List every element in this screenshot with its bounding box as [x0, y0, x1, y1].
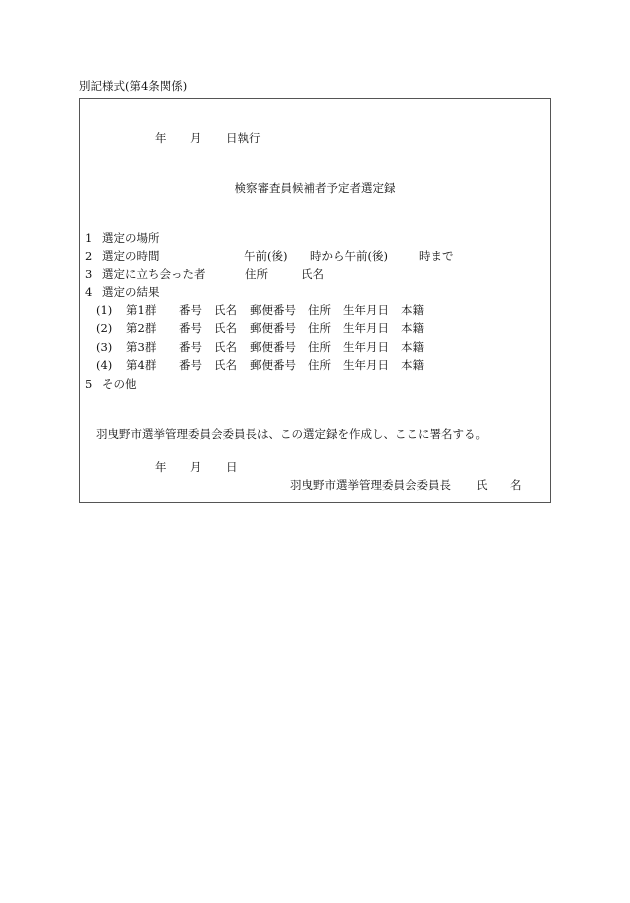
signer-surname-label: 氏 — [476, 478, 488, 492]
am-pm-label: 午前(後) — [244, 249, 288, 263]
domicile-label: 本籍 — [401, 321, 424, 335]
group-number: (2) — [96, 321, 113, 335]
sign-year: 年 — [155, 460, 167, 474]
name-label: 氏名 — [214, 358, 237, 372]
item-place: 選定の場所 — [102, 231, 160, 245]
postal-label: 郵便番号 — [250, 340, 296, 354]
exec-month: 月 — [190, 131, 202, 145]
domicile-label: 本籍 — [401, 358, 424, 372]
postal-label: 郵便番号 — [250, 321, 296, 335]
domicile-label: 本籍 — [401, 303, 424, 317]
item-other: その他 — [102, 377, 137, 391]
item-3-number: 3 — [85, 267, 93, 281]
number-label: 番号 — [179, 321, 202, 335]
group-label: 第3群 — [126, 340, 157, 354]
group-number: (3) — [96, 340, 113, 354]
birthdate-label: 生年月日 — [343, 358, 389, 372]
from-am-pm-label: 時から午前(後) — [310, 249, 388, 263]
number-label: 番号 — [179, 358, 202, 372]
postal-label: 郵便番号 — [250, 358, 296, 372]
sign-day: 日 — [226, 460, 238, 474]
group-label: 第4群 — [126, 358, 157, 372]
signer-title: 羽曳野市選挙管理委員会委員長 — [290, 478, 451, 492]
item-4-number: 4 — [85, 285, 93, 299]
name-label: 氏名 — [214, 340, 237, 354]
exec-day: 日執行 — [226, 131, 261, 145]
form-label: 別記様式(第4条関係) — [79, 79, 188, 93]
group-label: 第1群 — [126, 303, 157, 317]
exec-year: 年 — [155, 131, 167, 145]
domicile-label: 本籍 — [401, 340, 424, 354]
address-label: 住所 — [308, 303, 331, 317]
name-label: 氏名 — [214, 321, 237, 335]
item-result: 選定の結果 — [102, 285, 160, 299]
item-5-number: 5 — [85, 377, 93, 391]
sign-month: 月 — [190, 460, 202, 474]
signer-givenname-label: 名 — [510, 478, 522, 492]
postal-label: 郵便番号 — [250, 303, 296, 317]
address-label: 住所 — [308, 321, 331, 335]
group-number: (4) — [96, 358, 113, 372]
number-label: 番号 — [179, 303, 202, 317]
witness-name-label: 氏名 — [301, 267, 324, 281]
birthdate-label: 生年月日 — [343, 321, 389, 335]
form-box — [79, 98, 551, 503]
statement-text: 羽曳野市選挙管理委員会委員長は、この選定録を作成し、ここに署名する。 — [96, 427, 487, 441]
witness-address-label: 住所 — [245, 267, 268, 281]
item-witness: 選定に立ち会った者 — [102, 267, 206, 281]
address-label: 住所 — [308, 340, 331, 354]
item-time: 選定の時間 — [102, 249, 160, 263]
address-label: 住所 — [308, 358, 331, 372]
item-2-number: 2 — [85, 249, 93, 263]
birthdate-label: 生年月日 — [343, 303, 389, 317]
group-label: 第2群 — [126, 321, 157, 335]
until-label: 時まで — [419, 249, 454, 263]
number-label: 番号 — [179, 340, 202, 354]
document-title: 検察審査員候補者予定者選定録 — [234, 181, 396, 195]
item-1-number: 1 — [85, 231, 93, 245]
group-number: (1) — [96, 303, 113, 317]
birthdate-label: 生年月日 — [343, 340, 389, 354]
name-label: 氏名 — [214, 303, 237, 317]
